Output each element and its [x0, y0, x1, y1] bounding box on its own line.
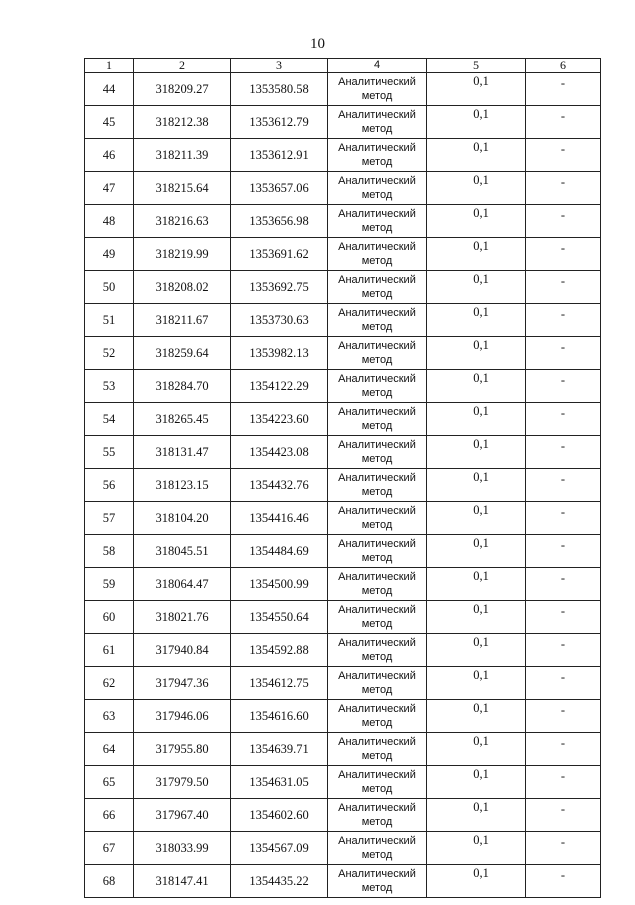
- y-coordinate-cell: 1354122.29: [231, 370, 328, 403]
- accuracy-cell: [427, 700, 526, 733]
- table-row: [85, 73, 601, 106]
- accuracy-value: 0,1: [473, 866, 489, 880]
- x-coordinate-cell: 317947.36: [134, 667, 231, 700]
- column-6-cell: -: [526, 304, 601, 337]
- column-6-cell: -: [526, 403, 601, 436]
- x-coordinate-cell: 318123.15: [134, 469, 231, 502]
- accuracy-value: 0,1: [473, 470, 489, 484]
- accuracy-value: 0,1: [473, 305, 489, 319]
- method-line-1: Аналитический: [338, 670, 416, 682]
- accuracy-value: 0,1: [473, 800, 489, 814]
- accuracy-cell: [427, 73, 526, 106]
- accuracy-value: 0,1: [473, 668, 489, 682]
- accuracy-value: 0,1: [473, 239, 489, 253]
- method-line-2: метод: [361, 354, 393, 366]
- method-line-2: метод: [361, 222, 393, 234]
- table-row: [85, 403, 601, 436]
- table-row: [85, 865, 601, 898]
- table-row: [85, 667, 601, 700]
- accuracy-value: 0,1: [473, 140, 489, 154]
- method-line-2: метод: [361, 552, 393, 564]
- column-6-cell: -: [526, 568, 601, 601]
- header-col-4: 4: [328, 59, 427, 73]
- point-number-cell: 56: [85, 469, 134, 502]
- accuracy-value: 0,1: [473, 569, 489, 583]
- method-line-1: Аналитический: [338, 406, 416, 418]
- table-row: [85, 370, 601, 403]
- y-coordinate-cell: 1354423.08: [231, 436, 328, 469]
- method-cell: [328, 238, 427, 271]
- point-number-cell: 68: [85, 865, 134, 898]
- method-cell: [328, 799, 427, 832]
- column-6-cell: -: [526, 106, 601, 139]
- y-coordinate-cell: 1354567.09: [231, 832, 328, 865]
- column-6-cell: -: [526, 634, 601, 667]
- table-row: [85, 304, 601, 337]
- column-6-cell: -: [526, 172, 601, 205]
- accuracy-cell: [427, 766, 526, 799]
- column-6-cell: -: [526, 766, 601, 799]
- y-coordinate-cell: 1353657.06: [231, 172, 328, 205]
- accuracy-cell: [427, 370, 526, 403]
- point-number-cell: 63: [85, 700, 134, 733]
- y-coordinate-cell: 1354592.88: [231, 634, 328, 667]
- y-coordinate-cell: 1354432.76: [231, 469, 328, 502]
- table-row: [85, 799, 601, 832]
- column-6-cell: -: [526, 238, 601, 271]
- accuracy-cell: [427, 601, 526, 634]
- method-line-1: Аналитический: [338, 109, 416, 121]
- table-row: [85, 766, 601, 799]
- method-line-1: Аналитический: [338, 208, 416, 220]
- method-cell: [328, 403, 427, 436]
- column-6-cell: -: [526, 73, 601, 106]
- accuracy-cell: [427, 403, 526, 436]
- accuracy-cell: [427, 436, 526, 469]
- x-coordinate-cell: 317946.06: [134, 700, 231, 733]
- x-coordinate-cell: 318211.39: [134, 139, 231, 172]
- method-cell: [328, 502, 427, 535]
- header-col-6: 6: [526, 59, 601, 73]
- column-6-cell: -: [526, 469, 601, 502]
- method-cell: [328, 436, 427, 469]
- y-coordinate-cell: 1354639.71: [231, 733, 328, 766]
- y-coordinate-cell: 1353692.75: [231, 271, 328, 304]
- accuracy-cell: [427, 832, 526, 865]
- method-line-1: Аналитический: [338, 505, 416, 517]
- x-coordinate-cell: 318131.47: [134, 436, 231, 469]
- x-coordinate-cell: 318284.70: [134, 370, 231, 403]
- x-coordinate-cell: 318215.64: [134, 172, 231, 205]
- point-number-cell: 60: [85, 601, 134, 634]
- y-coordinate-cell: 1354223.60: [231, 403, 328, 436]
- method-line-1: Аналитический: [338, 835, 416, 847]
- point-number-cell: 48: [85, 205, 134, 238]
- method-line-1: Аналитический: [338, 142, 416, 154]
- column-6-cell: -: [526, 535, 601, 568]
- method-line-2: метод: [361, 486, 393, 498]
- x-coordinate-cell: 317979.50: [134, 766, 231, 799]
- accuracy-value: 0,1: [473, 767, 489, 781]
- table-row: [85, 337, 601, 370]
- point-number-cell: 45: [85, 106, 134, 139]
- page-number: 10: [310, 36, 325, 52]
- method-line-1: Аналитический: [338, 340, 416, 352]
- y-coordinate-cell: 1354416.46: [231, 502, 328, 535]
- method-line-1: Аналитический: [338, 175, 416, 187]
- method-cell: [328, 865, 427, 898]
- method-line-2: метод: [361, 618, 393, 630]
- method-cell: [328, 733, 427, 766]
- method-cell: [328, 634, 427, 667]
- point-number-cell: 51: [85, 304, 134, 337]
- column-6-cell: -: [526, 799, 601, 832]
- column-6-cell: -: [526, 502, 601, 535]
- method-line-1: Аналитический: [338, 538, 416, 550]
- accuracy-value: 0,1: [473, 206, 489, 220]
- method-line-1: Аналитический: [338, 604, 416, 616]
- accuracy-cell: [427, 106, 526, 139]
- method-line-2: метод: [361, 684, 393, 696]
- point-number-cell: 59: [85, 568, 134, 601]
- accuracy-cell: [427, 502, 526, 535]
- table-row: [85, 832, 601, 865]
- table-row: [85, 436, 601, 469]
- table-row: [85, 502, 601, 535]
- method-line-1: Аналитический: [338, 736, 416, 748]
- accuracy-value: 0,1: [473, 272, 489, 286]
- method-line-1: Аналитический: [338, 802, 416, 814]
- method-cell: [328, 73, 427, 106]
- method-line-2: метод: [361, 519, 393, 531]
- point-number-cell: 44: [85, 73, 134, 106]
- table-row: [85, 634, 601, 667]
- point-number-cell: 66: [85, 799, 134, 832]
- column-6-cell: -: [526, 865, 601, 898]
- column-6-cell: -: [526, 832, 601, 865]
- accuracy-cell: [427, 469, 526, 502]
- y-coordinate-cell: 1353612.91: [231, 139, 328, 172]
- method-cell: [328, 601, 427, 634]
- method-line-1: Аналитический: [338, 868, 416, 880]
- x-coordinate-cell: 318259.64: [134, 337, 231, 370]
- column-6-cell: -: [526, 370, 601, 403]
- column-6-cell: -: [526, 436, 601, 469]
- accuracy-cell: [427, 337, 526, 370]
- table-row: [85, 172, 601, 205]
- method-line-2: метод: [361, 189, 393, 201]
- y-coordinate-cell: 1354602.60: [231, 799, 328, 832]
- table-body: [85, 73, 601, 898]
- method-line-1: Аналитический: [338, 439, 416, 451]
- y-coordinate-cell: 1353691.62: [231, 238, 328, 271]
- x-coordinate-cell: 317955.80: [134, 733, 231, 766]
- y-coordinate-cell: 1354435.22: [231, 865, 328, 898]
- point-number-cell: 57: [85, 502, 134, 535]
- point-number-cell: 67: [85, 832, 134, 865]
- accuracy-cell: [427, 271, 526, 304]
- method-line-2: метод: [361, 321, 393, 333]
- accuracy-cell: [427, 304, 526, 337]
- accuracy-value: 0,1: [473, 74, 489, 88]
- table-row: [85, 601, 601, 634]
- method-cell: [328, 469, 427, 502]
- x-coordinate-cell: 318033.99: [134, 832, 231, 865]
- accuracy-cell: [427, 139, 526, 172]
- point-number-cell: 54: [85, 403, 134, 436]
- accuracy-value: 0,1: [473, 338, 489, 352]
- x-coordinate-cell: 318216.63: [134, 205, 231, 238]
- x-coordinate-cell: 317967.40: [134, 799, 231, 832]
- method-cell: [328, 205, 427, 238]
- accuracy-value: 0,1: [473, 107, 489, 121]
- x-coordinate-cell: 318219.99: [134, 238, 231, 271]
- method-line-1: Аналитический: [338, 703, 416, 715]
- x-coordinate-cell: 317940.84: [134, 634, 231, 667]
- method-line-2: метод: [361, 90, 393, 102]
- method-line-2: метод: [361, 882, 393, 894]
- accuracy-cell: [427, 238, 526, 271]
- accuracy-cell: [427, 172, 526, 205]
- method-line-1: Аналитический: [338, 637, 416, 649]
- coordinates-table: [84, 58, 601, 898]
- y-coordinate-cell: 1354500.99: [231, 568, 328, 601]
- method-cell: [328, 106, 427, 139]
- method-line-1: Аналитический: [338, 76, 416, 88]
- y-coordinate-cell: 1353982.13: [231, 337, 328, 370]
- accuracy-cell: [427, 205, 526, 238]
- point-number-cell: 64: [85, 733, 134, 766]
- accuracy-cell: [427, 568, 526, 601]
- header-col-2: 2: [134, 59, 231, 73]
- accuracy-value: 0,1: [473, 173, 489, 187]
- table-row: [85, 238, 601, 271]
- method-line-1: Аналитический: [338, 241, 416, 253]
- accuracy-cell: [427, 535, 526, 568]
- method-cell: [328, 832, 427, 865]
- method-line-2: метод: [361, 255, 393, 267]
- x-coordinate-cell: 318147.41: [134, 865, 231, 898]
- accuracy-value: 0,1: [473, 536, 489, 550]
- accuracy-value: 0,1: [473, 734, 489, 748]
- x-coordinate-cell: 318265.45: [134, 403, 231, 436]
- column-6-cell: -: [526, 700, 601, 733]
- header-col-3: 3: [231, 59, 328, 73]
- x-coordinate-cell: 318208.02: [134, 271, 231, 304]
- method-line-1: Аналитический: [338, 571, 416, 583]
- accuracy-value: 0,1: [473, 635, 489, 649]
- column-6-cell: -: [526, 205, 601, 238]
- point-number-cell: 62: [85, 667, 134, 700]
- table-row: [85, 568, 601, 601]
- accuracy-cell: [427, 865, 526, 898]
- method-line-2: метод: [361, 717, 393, 729]
- column-6-cell: -: [526, 667, 601, 700]
- header-col-5: 5: [427, 59, 526, 73]
- y-coordinate-cell: 1353730.63: [231, 304, 328, 337]
- method-line-1: Аналитический: [338, 769, 416, 781]
- method-line-1: Аналитический: [338, 307, 416, 319]
- x-coordinate-cell: 318209.27: [134, 73, 231, 106]
- method-cell: [328, 568, 427, 601]
- method-cell: [328, 766, 427, 799]
- table-header: [85, 59, 601, 73]
- x-coordinate-cell: 318064.47: [134, 568, 231, 601]
- method-cell: [328, 535, 427, 568]
- y-coordinate-cell: 1354631.05: [231, 766, 328, 799]
- accuracy-cell: [427, 733, 526, 766]
- accuracy-value: 0,1: [473, 371, 489, 385]
- table-row: [85, 469, 601, 502]
- column-6-cell: -: [526, 733, 601, 766]
- point-number-cell: 46: [85, 139, 134, 172]
- point-number-cell: 65: [85, 766, 134, 799]
- method-line-2: метод: [361, 420, 393, 432]
- header-col-1: 1: [85, 59, 134, 73]
- y-coordinate-cell: 1354484.69: [231, 535, 328, 568]
- method-line-2: метод: [361, 816, 393, 828]
- method-line-2: метод: [361, 156, 393, 168]
- x-coordinate-cell: 318045.51: [134, 535, 231, 568]
- method-line-1: Аналитический: [338, 274, 416, 286]
- method-cell: [328, 271, 427, 304]
- column-6-cell: -: [526, 271, 601, 304]
- method-line-1: Аналитический: [338, 373, 416, 385]
- table-row: [85, 139, 601, 172]
- accuracy-value: 0,1: [473, 602, 489, 616]
- y-coordinate-cell: 1353580.58: [231, 73, 328, 106]
- accuracy-value: 0,1: [473, 437, 489, 451]
- accuracy-cell: [427, 634, 526, 667]
- x-coordinate-cell: 318212.38: [134, 106, 231, 139]
- method-line-2: метод: [361, 585, 393, 597]
- point-number-cell: 53: [85, 370, 134, 403]
- method-cell: [328, 304, 427, 337]
- table-row: [85, 535, 601, 568]
- table-row: [85, 700, 601, 733]
- method-cell: [328, 370, 427, 403]
- method-line-2: метод: [361, 750, 393, 762]
- point-number-cell: 55: [85, 436, 134, 469]
- method-line-2: метод: [361, 783, 393, 795]
- column-6-cell: -: [526, 139, 601, 172]
- table-row: [85, 733, 601, 766]
- method-line-2: метод: [361, 453, 393, 465]
- table-row: [85, 271, 601, 304]
- method-line-2: метод: [361, 387, 393, 399]
- x-coordinate-cell: 318021.76: [134, 601, 231, 634]
- method-cell: [328, 337, 427, 370]
- point-number-cell: 58: [85, 535, 134, 568]
- method-cell: [328, 700, 427, 733]
- method-cell: [328, 667, 427, 700]
- point-number-cell: 49: [85, 238, 134, 271]
- accuracy-cell: [427, 667, 526, 700]
- table-row: [85, 205, 601, 238]
- method-line-2: метод: [361, 288, 393, 300]
- y-coordinate-cell: 1353612.79: [231, 106, 328, 139]
- method-cell: [328, 139, 427, 172]
- accuracy-value: 0,1: [473, 404, 489, 418]
- accuracy-value: 0,1: [473, 833, 489, 847]
- header-row: [85, 59, 601, 73]
- method-cell: [328, 172, 427, 205]
- column-6-cell: -: [526, 601, 601, 634]
- x-coordinate-cell: 318104.20: [134, 502, 231, 535]
- point-number-cell: 61: [85, 634, 134, 667]
- method-line-2: метод: [361, 651, 393, 663]
- point-number-cell: 47: [85, 172, 134, 205]
- point-number-cell: 52: [85, 337, 134, 370]
- y-coordinate-cell: 1354550.64: [231, 601, 328, 634]
- method-line-2: метод: [361, 123, 393, 135]
- accuracy-value: 0,1: [473, 701, 489, 715]
- point-number-cell: 50: [85, 271, 134, 304]
- x-coordinate-cell: 318211.67: [134, 304, 231, 337]
- y-coordinate-cell: 1354612.75: [231, 667, 328, 700]
- table-row: [85, 106, 601, 139]
- method-line-2: метод: [361, 849, 393, 861]
- method-line-1: Аналитический: [338, 472, 416, 484]
- y-coordinate-cell: 1353656.98: [231, 205, 328, 238]
- accuracy-cell: [427, 799, 526, 832]
- column-6-cell: -: [526, 337, 601, 370]
- accuracy-value: 0,1: [473, 503, 489, 517]
- y-coordinate-cell: 1354616.60: [231, 700, 328, 733]
